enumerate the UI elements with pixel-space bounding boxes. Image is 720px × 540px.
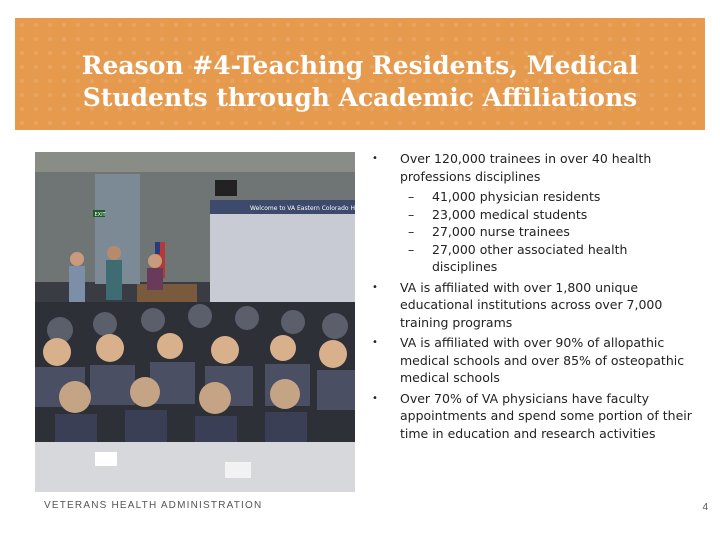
title-banner [15,18,705,130]
bullet-text: Over 120,000 trainees in over 40 health professions disciplines [400,151,652,184]
sub-bullet-item [372,206,692,224]
bullet-marker: • [372,392,378,404]
sub-bullet-marker: – [408,241,415,257]
bullet-marker: • [372,153,378,164]
bullet-text: VA is affiliated with over 90% of allopathic medical schools and over 85% of osteopathic medical schools [400,335,685,385]
slide-title-line-1: Reason #4-Teaching Residents, Medical [81,51,639,80]
sub-bullet-text: 23,000 medical students [432,206,588,222]
sub-bullet-item [372,188,692,206]
sub-bullet-marker: – [408,206,415,222]
sub-bullet-text: 27,000 other associated health disciplines [432,241,628,274]
slide-title [15,50,705,114]
bullet-text: VA is affiliated with over 1,800 unique educational institutions across over 7,000 training programs [400,279,663,330]
bullet-item [372,390,692,443]
exit-sign-text: EXIT [94,212,106,218]
bullet-list [372,150,692,445]
bullet-item [372,279,692,332]
bullet-marker: • [372,281,378,293]
slide-title-line-2: Students through Academic Affiliations [82,83,638,112]
page-number: 4 [702,502,708,513]
footer-organization: VETERANS HEALTH ADMINISTRATION [44,500,263,511]
sub-bullet-text: 27,000 nurse trainees [432,224,570,239]
classroom-photo [35,152,386,492]
projector-screen-text: Welcome to VA Eastern Colorado Health Care [250,205,386,212]
bullet-item [372,334,692,387]
bullet-text: Over 70% of VA physicians have faculty appointments and spend some portion of their time in education and research activities [400,390,692,441]
classroom-photo-illustration [35,152,386,492]
sub-bullet-text: 41,000 physician residents [432,189,601,204]
sub-bullet-marker: – [408,224,415,239]
sub-bullet-marker: – [408,189,415,204]
bullet-item [372,150,692,185]
bullet-marker: • [372,337,378,348]
sub-bullet-item [372,223,692,241]
sub-bullet-item [372,241,692,276]
